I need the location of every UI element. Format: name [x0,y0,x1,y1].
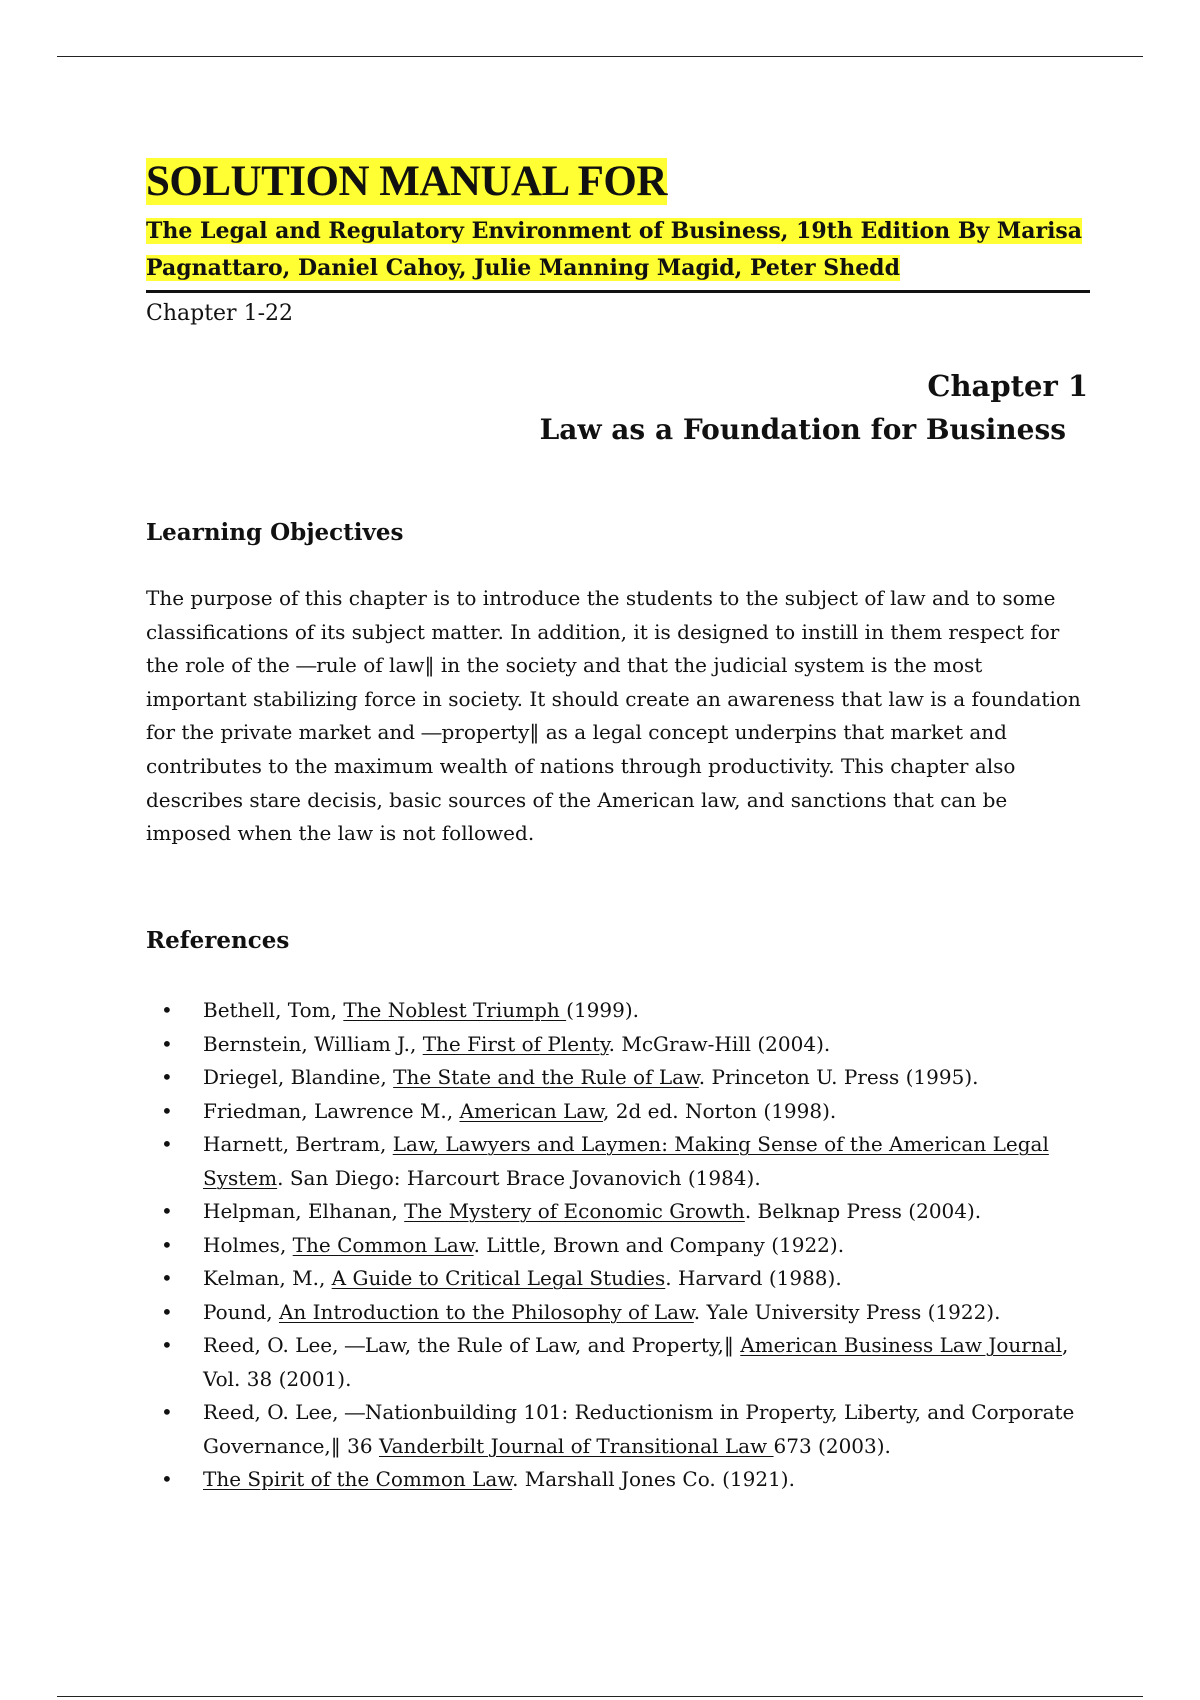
reference-author: Reed, O. Lee, ―Law, the Rule of Law, and Property,‖ [203,1333,741,1357]
bullet-icon: • [161,1299,173,1324]
reference-item [146,994,1086,1028]
reference-item [146,1396,1086,1463]
bullet-icon: • [161,1266,173,1290]
chapter-heading [540,366,1088,454]
reference-publisher: . Harvard (1988). [665,1266,842,1290]
document-title: SOLUTION MANUAL FOR [146,158,667,205]
learning-objectives-section [146,518,1086,851]
header-rule [146,290,1090,293]
reference-item [146,1028,1086,1062]
reference-title: American Law [459,1098,604,1123]
reference-title: The Common Law [292,1232,474,1257]
reference-publisher: . Belknap Press (2004). [744,1199,982,1223]
reference-publisher: . McGraw-Hill (2004). [608,1031,831,1056]
reference-title: The Spirit of the Common Law [203,1467,513,1491]
reference-author: Driegel, Blandine, [203,1065,394,1089]
reference-title: An Introduction to the Philosophy of Law [278,1299,694,1324]
reference-publisher: . Princeton U. Press (1995). [698,1065,979,1089]
reference-item [146,1262,1086,1296]
reference-item [146,1061,1086,1095]
reference-title: The State and the Rule of Law [393,1065,699,1089]
chapter-number: Chapter 1 [927,369,1088,403]
bullet-icon: • [161,998,173,1022]
reference-publisher: 673 (2003). [773,1433,891,1458]
bullet-icon: • [161,1333,173,1357]
reference-publisher: . San Diego: Harcourt Brace Jovanovich (1984). [277,1165,761,1190]
reference-publisher: , Vol. 38 (2001). [203,1333,1069,1391]
references-heading: References [146,927,290,954]
reference-author: Harnett, Bertram, [203,1132,393,1156]
bullet-icon: • [161,1065,173,1089]
reference-publisher: . Marshall Jones Co. (1921). [512,1467,795,1491]
reference-author: Kelman, M., [203,1266,332,1290]
bottom-rule [57,1696,1143,1697]
references-section [146,926,1086,1497]
reference-item [146,1195,1086,1229]
reference-author: Pound, [203,1299,279,1324]
book-subtitle [146,213,1090,287]
reference-publisher: , 2d ed. Norton (1998). [603,1098,837,1123]
bullet-icon: • [161,1098,173,1123]
reference-publisher: . Little, Brown and Company (1922). [473,1232,845,1257]
bullet-icon: • [161,1400,173,1424]
reference-author: Bernstein, William J., [203,1031,423,1056]
reference-title: The First of Plenty [422,1031,609,1056]
reference-author: Bethell, Tom, [203,998,344,1022]
top-rule [57,56,1143,57]
reference-title: Law, Lawyers and Laymen: Making Sense of the American Legal System [203,1132,1049,1190]
bullet-icon: • [161,1199,173,1223]
bullet-icon: • [161,1232,173,1257]
reference-title: A Guide to Critical Legal Studies [331,1266,666,1290]
reference-title: American Business Law Journal [740,1333,1063,1357]
reference-author: Reed, O. Lee, ―Nationbuilding 101: Reductionism in Property, Liberty, and Corporate Governance,‖ 36 [203,1400,1075,1458]
reference-item [146,1095,1086,1129]
reference-item [146,1229,1086,1263]
reference-publisher: . Yale University Press (1922). [693,1299,1001,1324]
reference-item [146,1128,1086,1195]
learning-objectives-body: The purpose of this chapter is to introduce the students to the subject of law and to some classifications of its subject matter. In addition, it is designed to instill in them respect for the role of the ―rule of law‖ in the society and that the judicial system is the most important stabilizing force in society. It should create an awareness that law is a foundation for the private market and ―property‖ as a legal concept underpins that market and contributes to the maximum wealth of nations through productivity. This chapter also describes stare decisis, basic sources of the American law, and sanctions that can be imposed when the law is not followed. [146,586,1081,846]
bullet-icon: • [161,1031,173,1056]
reference-title: The Noblest Triumph [343,998,567,1022]
chapter-title: Law as a Foundation for Business [539,413,1066,446]
bullet-icon: • [161,1132,173,1156]
reference-item [146,1296,1086,1330]
subtitle-line-2: Pagnattaro, Daniel Cahoy, Julie Manning Magid, Peter Shedd [146,255,900,281]
subtitle-line-1: The Legal and Regulatory Environment of Business, 19th Edition By Marisa [146,218,1083,244]
document-header [146,155,1090,329]
reference-item [146,1329,1086,1396]
reference-author: Holmes, [203,1232,293,1257]
learning-objectives-heading: Learning Objectives [146,519,404,546]
references-list [146,994,1086,1497]
reference-title: Vanderbilt Journal of Transitional Law [378,1433,774,1458]
reference-publisher: (1999). [566,998,640,1022]
bullet-icon: • [161,1467,173,1491]
reference-title: The Mystery of Economic Growth [404,1199,745,1223]
reference-author: Friedman, Lawrence M., [203,1098,460,1123]
reference-item [146,1463,1086,1497]
reference-author: Helpman, Elhanan, [203,1199,405,1223]
chapter-range: Chapter 1-22 [146,301,293,326]
